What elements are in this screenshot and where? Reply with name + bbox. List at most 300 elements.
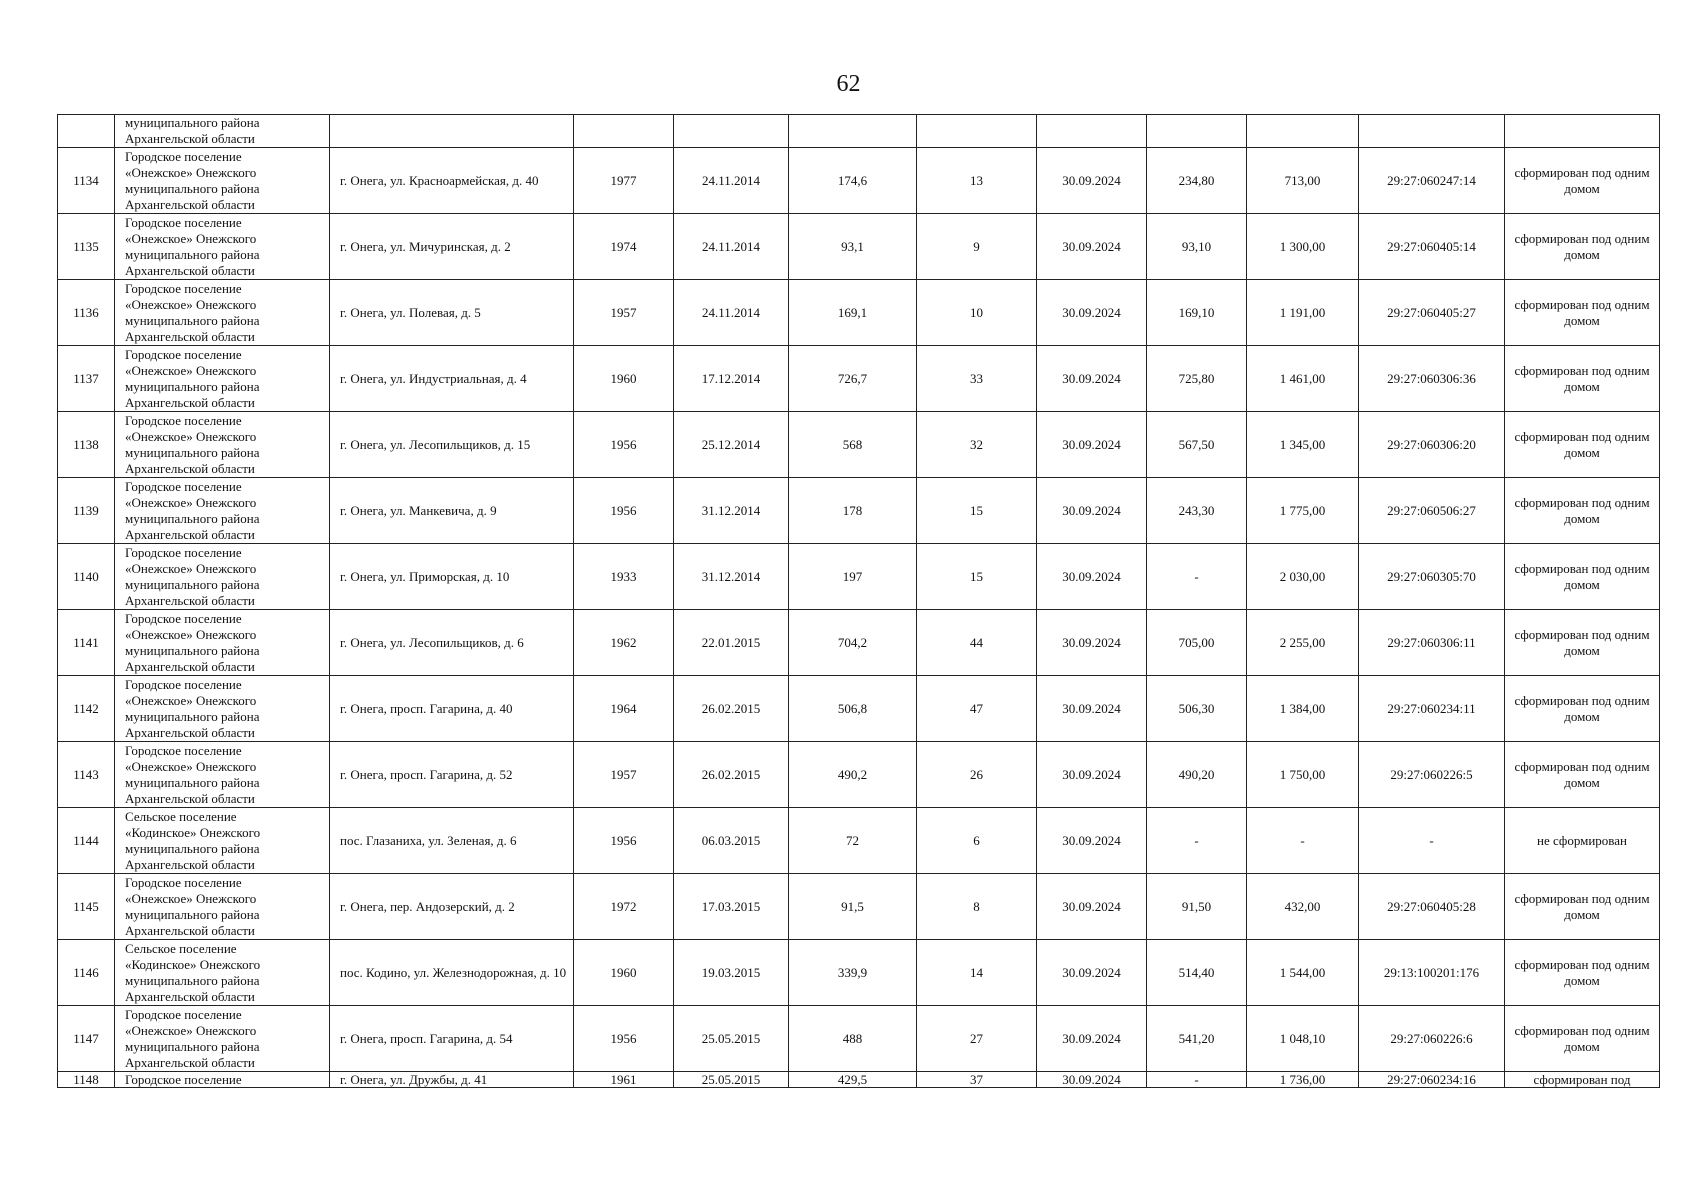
cell-year: [574, 1006, 674, 1072]
cell-residents-text: 10: [970, 304, 983, 320]
cell-date-text: 24.11.2014: [701, 238, 761, 254]
cell-land: [1247, 280, 1359, 346]
cell-cadastral: [1359, 280, 1505, 346]
cell-settlement-text: Городское поселение «Онежское» Онежского муниципального района Архангельской области: [125, 148, 260, 212]
cell-land-text: 432,00: [1284, 898, 1321, 914]
cell-residents-text: 37: [970, 1072, 983, 1087]
cell-address: [330, 115, 574, 148]
cell-address: [330, 544, 574, 610]
cell-settlement: [115, 412, 330, 478]
cell-land: [1247, 610, 1359, 676]
cell-residents: [917, 1006, 1037, 1072]
cell-cadastral-text: 29:27:060405:27: [1387, 304, 1476, 320]
cell-settlement: [115, 742, 330, 808]
cell-address-text: г. Онега, ул. Красноармейская, д. 40: [340, 172, 539, 188]
cell-cadastral-text: 29:27:060306:20: [1387, 436, 1476, 452]
cell-number-text: 1142: [73, 700, 99, 716]
cell-residents-text: 14: [970, 964, 983, 980]
cell-area2: [1147, 280, 1247, 346]
cell-area2: [1147, 478, 1247, 544]
cell-residents: [917, 940, 1037, 1006]
cell-area2-text: 91,50: [1181, 898, 1212, 914]
cell-area2-text: 725,80: [1178, 370, 1215, 386]
cell-number-text: 1144: [73, 832, 99, 848]
cell-cadastral-text: 29:27:060247:14: [1387, 172, 1476, 188]
table-row: [58, 478, 1660, 544]
cell-settlement-text: Сельское поселение «Кодинское» Онежского муниципального района Архангельской области: [125, 940, 261, 1004]
cell-area-text: 704,2: [837, 634, 868, 650]
cell-land-text: 713,00: [1284, 172, 1321, 188]
cell-area2: [1147, 544, 1247, 610]
cell-date-text: 25.05.2015: [701, 1030, 761, 1046]
cell-area-text: 178: [842, 502, 863, 518]
cell-status-text: сформирован под одним домом: [1514, 428, 1650, 460]
cell-status-text: не сформирован: [1536, 832, 1627, 848]
table-row: [58, 1006, 1660, 1072]
cell-settlement-text: Городское поселение «Онежское» Онежского муниципального района Архангельской области: [125, 742, 260, 806]
cell-year-text: 1956: [610, 502, 637, 518]
cell-land: [1247, 1006, 1359, 1072]
cell-number-text: 1135: [73, 238, 99, 254]
cell-residents-text: 13: [970, 172, 983, 188]
cell-land-text: 1 775,00: [1279, 502, 1326, 518]
cell-date: [674, 1006, 789, 1072]
cell-cadastral-text: 29:27:060506:27: [1387, 502, 1476, 518]
cell-residents-text: 9: [973, 238, 980, 254]
cell-area: [789, 610, 917, 676]
table-row: [58, 214, 1660, 280]
cell-area: [789, 1072, 917, 1088]
cell-land-text: 1 750,00: [1279, 766, 1326, 782]
cell-number: [58, 280, 115, 346]
cell-area2: [1147, 412, 1247, 478]
cell-date: [674, 610, 789, 676]
cell-area2: [1147, 148, 1247, 214]
cell-address: [330, 148, 574, 214]
cell-area2-text: 705,00: [1178, 634, 1215, 650]
cell-address: [330, 214, 574, 280]
cell-settlement-text: Городское поселение «Онежское» Онежского муниципального района Архангельской области: [125, 1006, 260, 1070]
cell-area: [789, 280, 917, 346]
cell-number: [58, 148, 115, 214]
cell-settlement: [115, 940, 330, 1006]
cell-date-text: 17.03.2015: [701, 898, 761, 914]
cell-cadastral-text: 29:27:060306:11: [1387, 634, 1476, 650]
cell-number-text: 1134: [73, 172, 99, 188]
cell-land-text: 1 736,00: [1279, 1072, 1326, 1087]
cell-settlement: [115, 478, 330, 544]
cell-land: [1247, 808, 1359, 874]
cell-land: [1247, 544, 1359, 610]
cell-area2-text: 541,20: [1178, 1030, 1215, 1046]
cell-date-text: 25.12.2014: [701, 436, 761, 452]
cell-address-text: г. Онега, ул. Полевая, д. 5: [340, 304, 481, 320]
cell-area-text: 726,7: [837, 370, 868, 386]
cell-land-text: 1 544,00: [1279, 964, 1326, 980]
cell-residents-text: 15: [970, 568, 983, 584]
cell-residents-text: 47: [970, 700, 983, 716]
cell-year: [574, 544, 674, 610]
cell-area2: [1147, 346, 1247, 412]
cell-settlement-text: Городское поселение «Онежское» Онежского муниципального района Архангельской области: [125, 346, 260, 410]
cell-area2: [1147, 742, 1247, 808]
cell-area2-text: -: [1194, 832, 1199, 848]
cell-number: [58, 742, 115, 808]
cell-settlement: [115, 1072, 330, 1088]
cell-year-text: 1957: [610, 304, 637, 320]
cell-land: [1247, 874, 1359, 940]
cell-area2: [1147, 214, 1247, 280]
cell-settlement-text: Городское поселение «Онежское» Онежского муниципального района Архангельской области: [125, 412, 260, 476]
cell-deadline: [1037, 115, 1147, 148]
cell-address: [330, 280, 574, 346]
table-row: [58, 676, 1660, 742]
cell-deadline: [1037, 940, 1147, 1006]
cell-land-text: -: [1300, 832, 1305, 848]
cell-address-text: г. Онега, ул. Дружбы, д. 41: [340, 1072, 488, 1087]
cell-cadastral: [1359, 742, 1505, 808]
cell-residents: [917, 214, 1037, 280]
cell-residents: [917, 412, 1037, 478]
cell-date-text: 17.12.2014: [701, 370, 761, 386]
cell-status: [1505, 1006, 1660, 1072]
cell-deadline: [1037, 610, 1147, 676]
cell-date: [674, 478, 789, 544]
cell-cadastral-text: -: [1429, 832, 1434, 848]
cell-cadastral-text: 29:27:060234:16: [1387, 1072, 1476, 1087]
cell-area2-text: 169,10: [1178, 304, 1215, 320]
cell-year-text: 1957: [610, 766, 637, 782]
cell-cadastral: [1359, 214, 1505, 280]
cell-deadline-text: 30.09.2024: [1062, 502, 1121, 518]
cell-address-text: г. Онега, ул. Приморская, д. 10: [340, 568, 510, 584]
cell-year: [574, 1072, 674, 1088]
cell-area2: [1147, 115, 1247, 148]
cell-cadastral: [1359, 148, 1505, 214]
cell-status: [1505, 544, 1660, 610]
cell-number-text: 1136: [73, 304, 99, 320]
cell-year-text: 1961: [610, 1072, 637, 1087]
cell-settlement-text: Городское поселение «Онежское» Онежского муниципального района Архангельской области: [125, 478, 260, 542]
cell-status: [1505, 1072, 1660, 1088]
cell-settlement-text: Сельское поселение «Кодинское» Онежского муниципального района Архангельской области: [125, 808, 261, 872]
cell-year: [574, 280, 674, 346]
cell-date-text: 26.02.2015: [701, 766, 761, 782]
cell-status-text: сформирован под одним домом: [1514, 560, 1650, 592]
cell-residents: [917, 280, 1037, 346]
cell-land: [1247, 1072, 1359, 1088]
cell-status-text: сформирован под одним домом: [1514, 692, 1650, 724]
cell-land-text: 1 191,00: [1279, 304, 1326, 320]
cell-residents: [917, 1072, 1037, 1088]
cell-area2: [1147, 1006, 1247, 1072]
cell-cadastral: [1359, 1006, 1505, 1072]
cell-year-text: 1974: [610, 238, 637, 254]
cell-area-text: 169,1: [837, 304, 868, 320]
cell-address: [330, 478, 574, 544]
cell-settlement-text: Городское поселение «Онежское» Онежского муниципального района Архангельской области: [125, 874, 260, 938]
cell-number: [58, 610, 115, 676]
cell-address-text: г. Онега, ул. Лесопильщиков, д. 15: [340, 436, 531, 452]
cell-number-text: 1137: [73, 370, 99, 386]
cell-number: [58, 940, 115, 1006]
cell-deadline-text: 30.09.2024: [1062, 1072, 1121, 1087]
cell-residents-text: 33: [970, 370, 983, 386]
cell-deadline-text: 30.09.2024: [1062, 304, 1121, 320]
cell-address-text: г. Онега, ул. Лесопильщиков, д. 6: [340, 634, 524, 650]
cell-year: [574, 478, 674, 544]
cell-deadline: [1037, 214, 1147, 280]
cell-cadastral: [1359, 478, 1505, 544]
cell-number: [58, 346, 115, 412]
cell-year: [574, 610, 674, 676]
cell-number: [58, 676, 115, 742]
cell-land: [1247, 115, 1359, 148]
cell-deadline: [1037, 148, 1147, 214]
table-row: [58, 1072, 1660, 1088]
cell-deadline-text: 30.09.2024: [1062, 172, 1121, 188]
cell-area: [789, 742, 917, 808]
cell-cadastral: [1359, 940, 1505, 1006]
cell-year-text: 1933: [610, 568, 637, 584]
cell-address-text: г. Онега, просп. Гагарина, д. 52: [340, 766, 513, 782]
cell-area: [789, 544, 917, 610]
cell-land-text: 1 345,00: [1279, 436, 1326, 452]
cell-area2-text: -: [1194, 568, 1199, 584]
cell-area2: [1147, 940, 1247, 1006]
cell-cadastral: [1359, 115, 1505, 148]
cell-land-text: 1 461,00: [1279, 370, 1326, 386]
cell-status: [1505, 280, 1660, 346]
cell-residents-text: 44: [970, 634, 983, 650]
cell-deadline: [1037, 808, 1147, 874]
cell-status-text: сформирован под одним домом: [1514, 758, 1650, 790]
cell-area-text: 429,5: [837, 1072, 868, 1087]
cell-status-text: сформирован под одним домом: [1514, 494, 1650, 526]
cell-address-text: пос. Глазаниха, ул. Зеленая, д. 6: [340, 832, 517, 848]
table-row: [58, 280, 1660, 346]
cell-land-text: 2 030,00: [1279, 568, 1326, 584]
table-row: [58, 412, 1660, 478]
cell-status: [1505, 148, 1660, 214]
cell-number-text: 1147: [73, 1030, 99, 1046]
cell-year: [574, 346, 674, 412]
cell-area-text: 490,2: [837, 766, 868, 782]
cell-deadline: [1037, 742, 1147, 808]
cell-status-text: сформирован под одним домом: [1514, 1022, 1650, 1054]
cell-area2-text: 490,20: [1178, 766, 1215, 782]
cell-deadline: [1037, 874, 1147, 940]
cell-year: [574, 940, 674, 1006]
cell-area2-text: 514,40: [1178, 964, 1215, 980]
cell-number: [58, 115, 115, 148]
cell-deadline-text: 30.09.2024: [1062, 766, 1121, 782]
table-row: [58, 346, 1660, 412]
cell-area2-text: 506,30: [1178, 700, 1215, 716]
cell-settlement: [115, 610, 330, 676]
cell-settlement: [115, 148, 330, 214]
cell-area2: [1147, 676, 1247, 742]
cell-status: [1505, 478, 1660, 544]
cell-residents-text: 27: [970, 1030, 983, 1046]
cell-deadline-text: 30.09.2024: [1062, 370, 1121, 386]
cell-residents-text: 26: [970, 766, 983, 782]
cell-residents: [917, 544, 1037, 610]
cell-status-text: сформирован под одним домом: [1514, 164, 1650, 196]
cell-address-text: г. Онега, пер. Андозерский, д. 2: [340, 898, 515, 914]
cell-deadline-text: 30.09.2024: [1062, 568, 1121, 584]
cell-deadline-text: 30.09.2024: [1062, 238, 1121, 254]
cell-address: [330, 346, 574, 412]
cell-status: [1505, 940, 1660, 1006]
cell-status: [1505, 346, 1660, 412]
cell-area-text: 568: [842, 436, 863, 452]
cell-deadline: [1037, 412, 1147, 478]
cell-status: [1505, 214, 1660, 280]
cell-area-text: 174,6: [837, 172, 868, 188]
cell-area2: [1147, 808, 1247, 874]
cell-address-text: г. Онега, просп. Гагарина, д. 54: [340, 1030, 513, 1046]
cell-number-text: 1143: [73, 766, 99, 782]
cell-land: [1247, 148, 1359, 214]
cell-deadline-text: 30.09.2024: [1062, 964, 1121, 980]
cell-cadastral-text: 29:27:060226:6: [1390, 1030, 1473, 1046]
cell-deadline-text: 30.09.2024: [1062, 898, 1121, 914]
cell-settlement-text: Городское поселение «Онежское» Онежского муниципального района Архангельской области: [125, 676, 260, 740]
cell-deadline: [1037, 280, 1147, 346]
cell-cadastral-text: 29:27:060405:14: [1387, 238, 1476, 254]
cell-status-text: сформирован под одним домом: [1514, 956, 1650, 988]
cell-residents-text: 6: [973, 832, 980, 848]
cell-address: [330, 1006, 574, 1072]
cell-date: [674, 676, 789, 742]
cell-address: [330, 874, 574, 940]
cell-area2-text: 243,30: [1178, 502, 1215, 518]
cell-area-text: 488: [842, 1030, 863, 1046]
cell-residents: [917, 742, 1037, 808]
cell-year: [574, 874, 674, 940]
cell-area: [789, 214, 917, 280]
table-row: [58, 544, 1660, 610]
cell-year: [574, 214, 674, 280]
cell-address-text: г. Онега, ул. Индустриальная, д. 4: [340, 370, 527, 386]
cell-year-text: 1977: [610, 172, 637, 188]
cell-settlement: [115, 346, 330, 412]
cell-area2-text: -: [1194, 1072, 1199, 1087]
cell-land: [1247, 346, 1359, 412]
cell-area-text: 506,8: [837, 700, 868, 716]
cell-date-text: 24.11.2014: [701, 172, 761, 188]
cell-number: [58, 874, 115, 940]
cell-address: [330, 940, 574, 1006]
table-body: [58, 115, 1660, 1088]
cell-settlement: [115, 280, 330, 346]
table-row-continuation: [58, 115, 1660, 148]
cell-address: [330, 1072, 574, 1088]
cell-area2: [1147, 874, 1247, 940]
cell-status: [1505, 610, 1660, 676]
cell-settlement: [115, 874, 330, 940]
cell-number: [58, 1072, 115, 1088]
cell-area2-text: 93,10: [1181, 238, 1212, 254]
cell-settlement: [115, 1006, 330, 1072]
table-row: [58, 742, 1660, 808]
cell-year: [574, 115, 674, 148]
cell-residents-text: 15: [970, 502, 983, 518]
cell-cadastral: [1359, 1072, 1505, 1088]
cell-cadastral: [1359, 610, 1505, 676]
cell-residents: [917, 115, 1037, 148]
cell-residents: [917, 874, 1037, 940]
cell-cadastral-text: 29:27:060405:28: [1387, 898, 1476, 914]
cell-deadline: [1037, 676, 1147, 742]
cell-year-text: 1960: [610, 964, 637, 980]
cell-address: [330, 808, 574, 874]
cell-cadastral-text: 29:27:060306:36: [1387, 370, 1476, 386]
cell-cadastral: [1359, 676, 1505, 742]
cell-date: [674, 115, 789, 148]
cell-residents: [917, 148, 1037, 214]
cell-deadline-text: 30.09.2024: [1062, 634, 1121, 650]
cell-date-text: 22.01.2015: [701, 634, 761, 650]
cell-number: [58, 478, 115, 544]
cell-deadline-text: 30.09.2024: [1062, 832, 1121, 848]
cell-number-text: 1140: [73, 568, 99, 584]
cell-year: [574, 742, 674, 808]
cell-address: [330, 742, 574, 808]
cell-cadastral-text: 29:27:060226:5: [1390, 766, 1473, 782]
cell-status: [1505, 874, 1660, 940]
cell-year-text: 1962: [610, 634, 637, 650]
cell-land: [1247, 478, 1359, 544]
cell-date: [674, 1072, 789, 1088]
cell-area2: [1147, 1072, 1247, 1088]
cell-settlement-text: Городское поселение «Онежское» Онежского муниципального района Архангельской области: [125, 280, 260, 344]
cell-cadastral: [1359, 874, 1505, 940]
cell-status: [1505, 115, 1660, 148]
cell-area: [789, 478, 917, 544]
cell-status: [1505, 676, 1660, 742]
cell-date-text: 06.03.2015: [701, 832, 761, 848]
cell-area: [789, 148, 917, 214]
cell-date: [674, 808, 789, 874]
cell-date: [674, 940, 789, 1006]
cell-year-text: 1956: [610, 436, 637, 452]
housing-registry-table: [57, 114, 1660, 1088]
cell-area-text: 72: [846, 832, 859, 848]
cell-deadline: [1037, 346, 1147, 412]
cell-date-text: 31.12.2014: [701, 502, 761, 518]
cell-date-text: 24.11.2014: [701, 304, 761, 320]
cell-settlement: [115, 808, 330, 874]
cell-land: [1247, 676, 1359, 742]
cell-area2: [1147, 610, 1247, 676]
cell-area-text: 197: [842, 568, 863, 584]
cell-area: [789, 346, 917, 412]
cell-cadastral-text: 29:27:060234:11: [1387, 700, 1476, 716]
cell-land-text: 1 048,10: [1279, 1030, 1326, 1046]
cell-address-text: пос. Кодино, ул. Железнодорожная, д. 10: [340, 964, 567, 980]
cell-area: [789, 412, 917, 478]
cell-year-text: 1972: [610, 898, 637, 914]
cell-address-text: г. Онега, ул. Манкевича, д. 9: [340, 502, 497, 518]
cell-number-text: 1141: [73, 634, 99, 650]
cell-status: [1505, 808, 1660, 874]
cell-deadline-text: 30.09.2024: [1062, 1030, 1121, 1046]
cell-land-text: 2 255,00: [1279, 634, 1326, 650]
cell-year-text: 1956: [610, 832, 637, 848]
cell-settlement: [115, 544, 330, 610]
